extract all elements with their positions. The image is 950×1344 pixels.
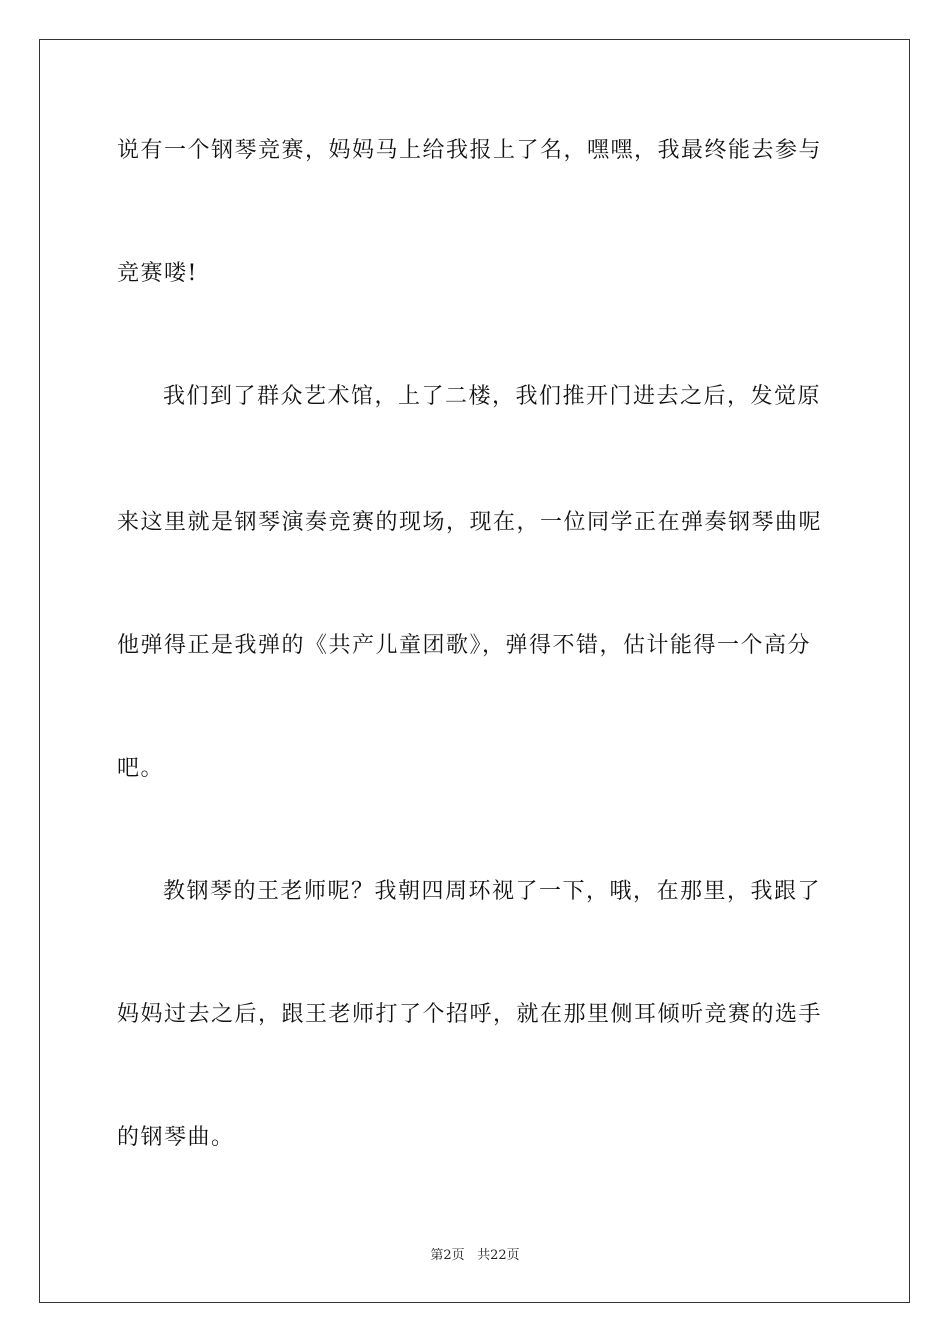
text-line: 说有一个钢琴竞赛，妈妈马上给我报上了名，嘿嘿，我最终能去参与 [117, 138, 823, 163]
text-line: 的钢琴曲。 [117, 1125, 235, 1150]
paragraph-start-line: 教钢琴的王老师呢？我朝四周环视了一下，哦，在那里，我跟了 [163, 879, 822, 904]
page-frame [39, 39, 910, 1303]
text-line: 竞赛喽! [117, 261, 198, 286]
paragraph-start-line: 我们到了群众艺术馆，上了二楼，我们推开门进去之后，发觉原 [163, 384, 822, 409]
page-footer [0, 1247, 950, 1265]
total-pages: 共22页 [477, 1248, 520, 1263]
text-line: 妈妈过去之后，跟王老师打了个招呼，就在那里侧耳倾听竞赛的选手 [117, 1002, 823, 1027]
text-line: 来这里就是钢琴演奏竞赛的现场，现在，一位同学正在弹奏钢琴曲呢 [117, 510, 823, 535]
text-line: 他弹得正是我弹的《共产儿童团歌》，弹得不错，估计能得一个高分 [117, 633, 812, 658]
page-number: 第2页 [430, 1248, 465, 1263]
text-line: 吧。 [117, 756, 165, 781]
